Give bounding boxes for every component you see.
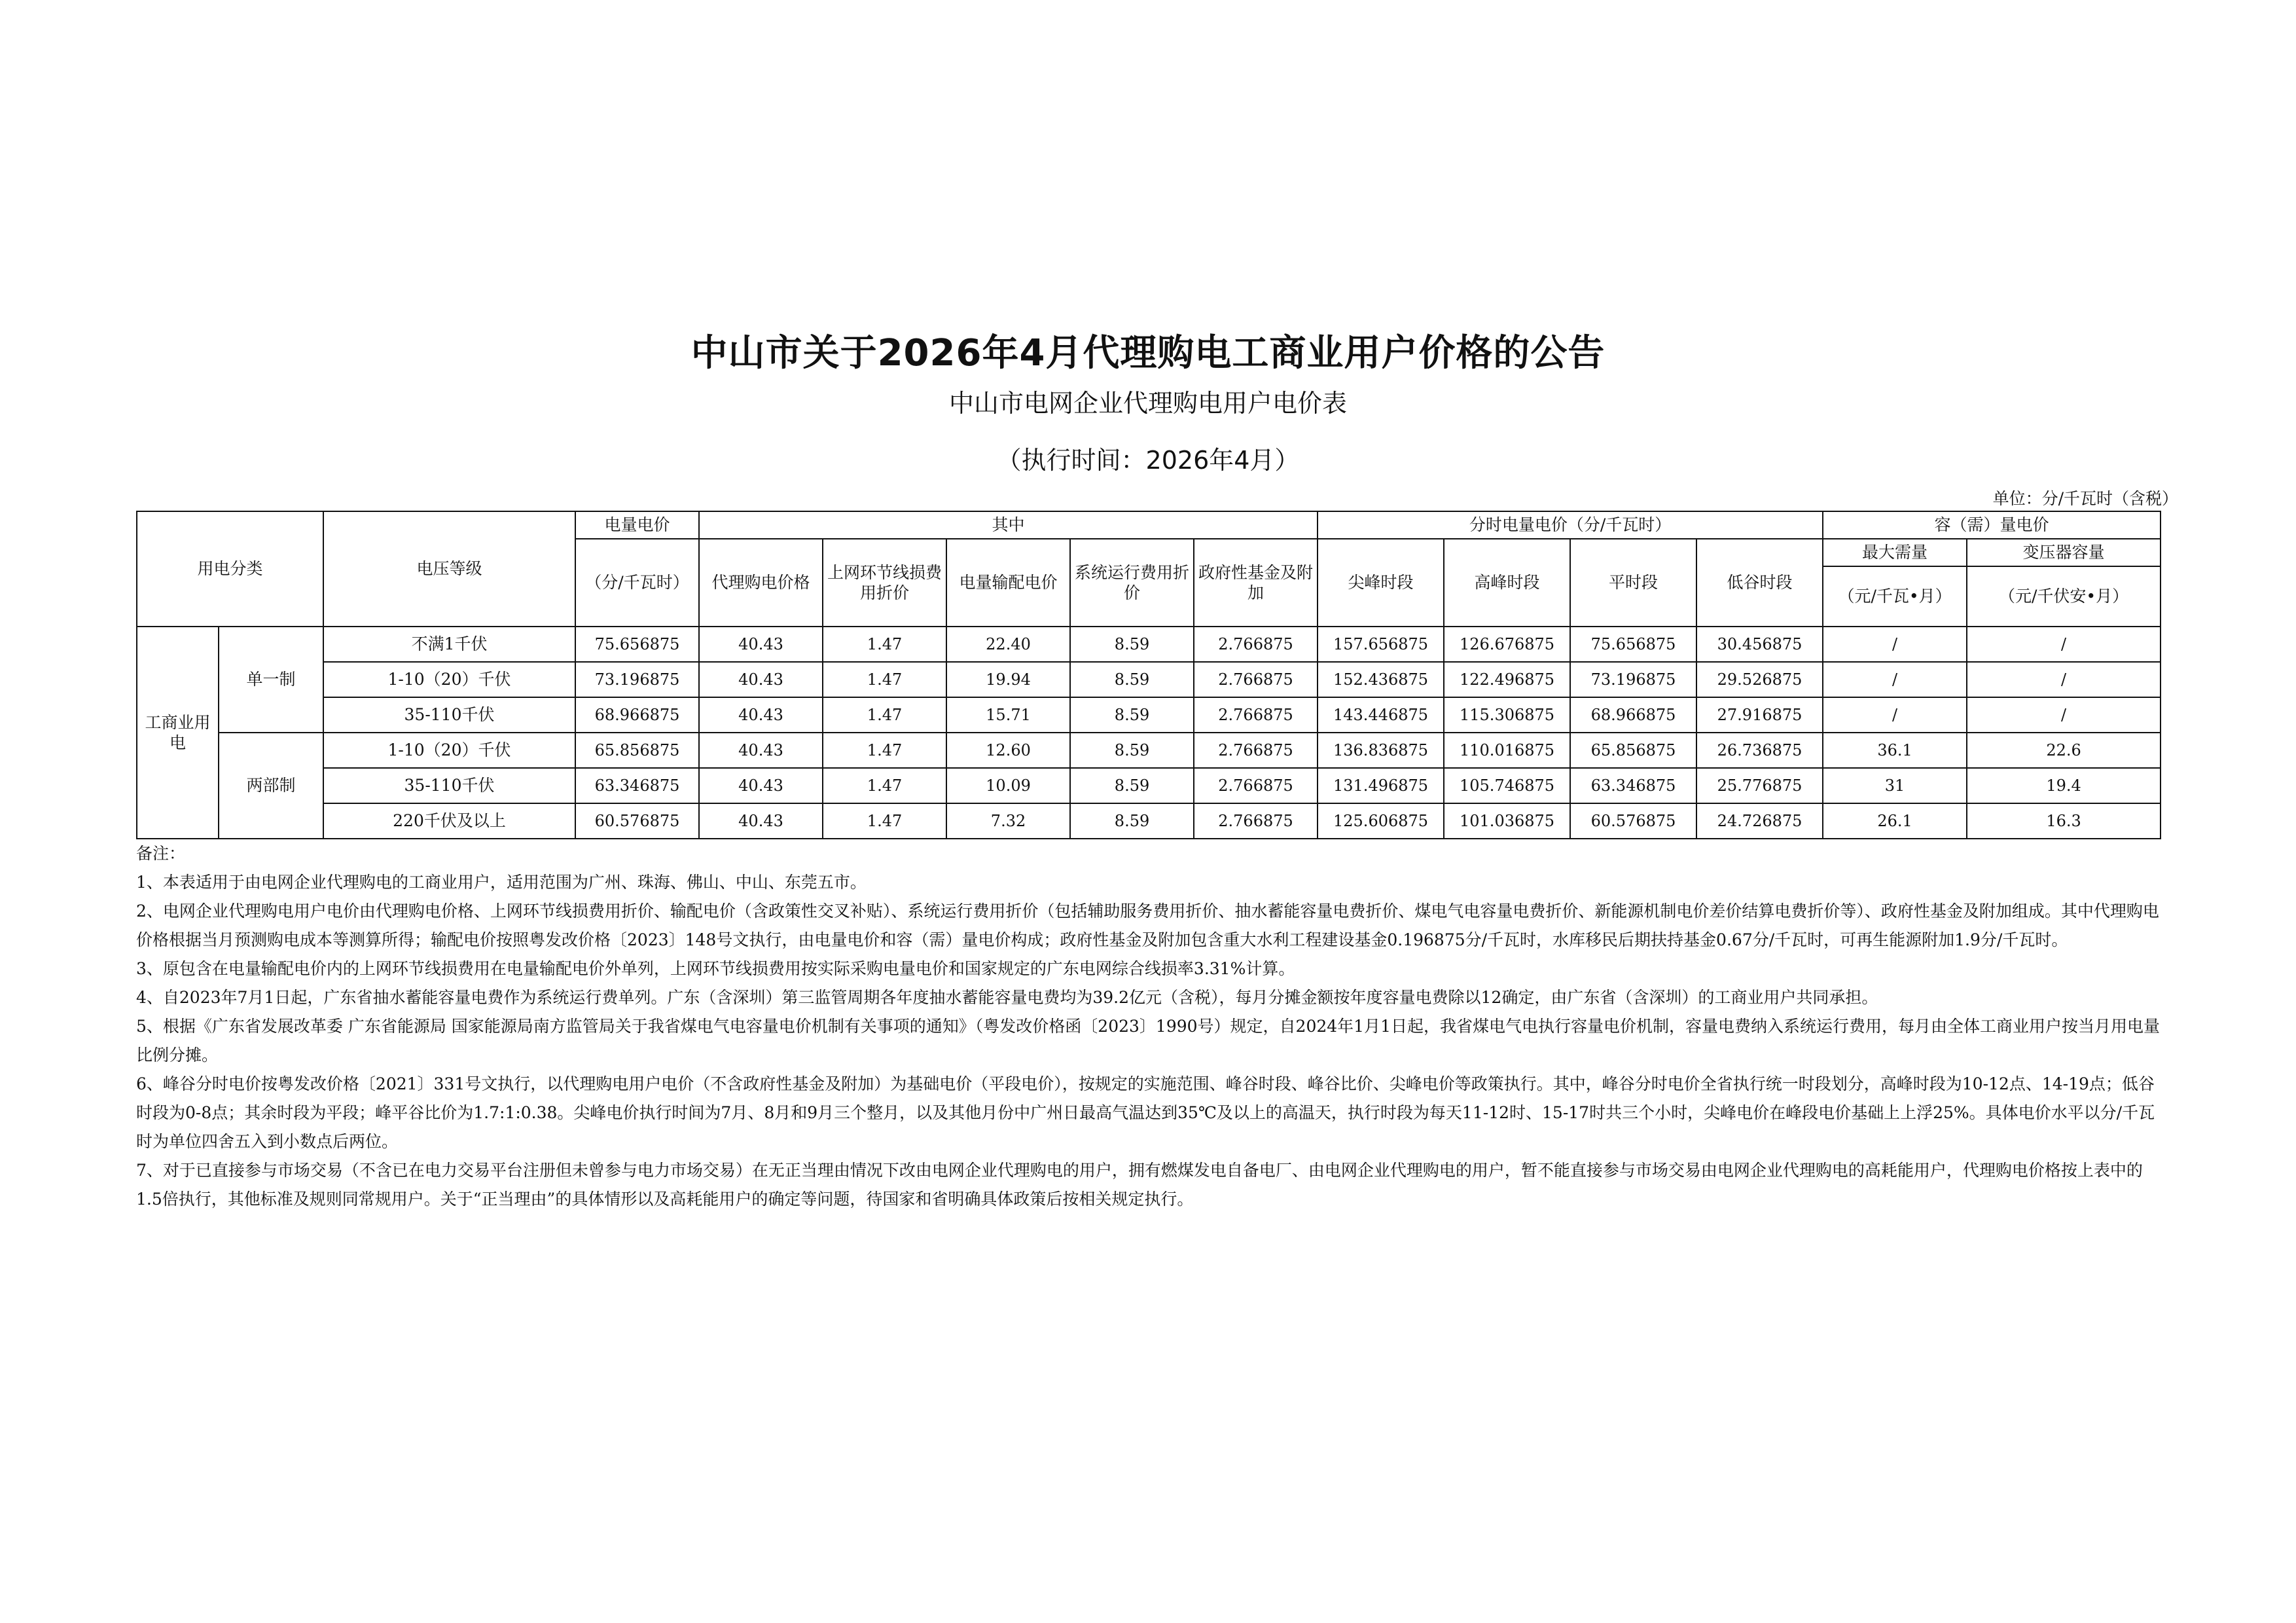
transmission-cell: 22.40 [946,627,1070,662]
header-energy-price-unit: （分/千瓦时） [575,539,699,627]
header-tou: 分时电量电价（分/千瓦时） [1318,511,1823,539]
note-item: 5、根据《广东省发展改革委 广东省能源局 国家能源局南方监管局关于我省煤电气电容量电价机制有关事项的通知》（粤发改价格函〔2023〕1990号）规定，自2024年1月1日起，我省煤电气电执行容量电价机制，容量电费纳入系统运行费用，每月由全体工商业用户按当月用电量比例分摊。 [136,1017,2160,1065]
gov-fund-cell: 2.766875 [1194,733,1318,768]
note-item: 4、自2023年7月1日起，广东省抽水蓄能容量电费作为系统运行费单列。广东（含深圳）第三监管周期各年度抽水蓄能容量电费均为39.2亿元（含税），每月分摊金额按年度容量电费除以12确定，由广东省（含深圳）的工商业用户共同承担。 [136,988,1878,1007]
max-demand-cell: / [1823,697,1967,733]
gov-fund-cell: 2.766875 [1194,697,1318,733]
header-peak: 高峰时段 [1444,539,1570,627]
system-cell: 8.59 [1070,733,1194,768]
gov-fund-cell: 2.766875 [1194,768,1318,803]
table-row [137,768,2161,803]
loss-cell: 1.47 [823,662,946,697]
table-row [137,697,2161,733]
transmission-cell: 10.09 [946,768,1070,803]
purchase-price-cell: 40.43 [699,627,823,662]
two-part-tariff-label: 两部制 [219,733,323,839]
sharp-peak-cell: 136.836875 [1318,733,1444,768]
valley-cell: 25.776875 [1696,768,1823,803]
header-transformer: 变压器容量 [1967,539,2161,566]
valley-cell: 27.916875 [1696,697,1823,733]
system-cell: 8.59 [1070,627,1194,662]
energy-price-cell: 75.656875 [575,627,699,662]
transformer-cell: / [1967,697,2161,733]
note-item: 2、电网企业代理购电用户电价由代理购电价格、上网环节线损费用折价、输配电价（含政策性交叉补贴）、系统运行费用折价（包括辅助服务费用折价、抽水蓄能容量电费折价、煤电气电容量电费折价、新能源机制电价差价结算电费折价等）、政府性基金及附加组成。其中代理购电价格根据当月预测购电成本等测算所得；输配电价按照粤发改价格〔2023〕148号文执行，由电量电价和容（需）量电价构成；政府性基金及附加包含重大水利工程建设基金0.196875分/千瓦时，水库移民后期扶持基金0.67分/千瓦时，可再生能源附加1.9分/千瓦时。 [136,902,2159,949]
max-demand-cell: 31 [1823,768,1967,803]
max-demand-cell: / [1823,662,1967,697]
page-subtitle: 中山市电网企业代理购电用户电价表 [948,389,1347,418]
energy-price-cell: 60.576875 [575,803,699,839]
energy-price-cell: 63.346875 [575,768,699,803]
note-item: 6、峰谷分时电价按粤发改价格〔2021〕331号文执行，以代理购电用户电价（不含政府性基金及附加）为基础电价（平段电价），按规定的实施范围、峰谷时段、峰谷比价、尖峰电价等政策执行。其中，峰谷分时电价全省执行统一时段划分，高峰时段为10-12点、14-19点；低谷时段为0-8点；其余时段为平段；峰平谷比价为1.7:1:0.38。尖峰电价执行时间为7月、8月和9月三个整月，以及其他月份中广州日最高气温达到35℃及以上的高温天，执行时段为每天11-12时、15-17时共三个小时，尖峰电价在峰段电价基础上上浮25%。具体电价水平以分/千瓦时为单位四舍五入到小数点后两位。 [136,1074,2155,1151]
transmission-cell: 15.71 [946,697,1070,733]
header-loss: 上网环节线损费用折价 [823,539,946,627]
table-row [137,733,2161,768]
system-cell: 8.59 [1070,662,1194,697]
max-demand-cell: 26.1 [1823,803,1967,839]
voltage-cell: 220千伏及以上 [323,803,575,839]
valley-cell: 24.726875 [1696,803,1823,839]
flat-cell: 68.966875 [1570,697,1696,733]
sharp-peak-cell: 157.656875 [1318,627,1444,662]
execution-period: （执行时间：2026年4月） [996,446,1300,475]
loss-cell: 1.47 [823,768,946,803]
purchase-price-cell: 40.43 [699,733,823,768]
energy-price-cell: 68.966875 [575,697,699,733]
energy-price-cell: 65.856875 [575,733,699,768]
transmission-cell: 12.60 [946,733,1070,768]
valley-cell: 30.456875 [1696,627,1823,662]
sharp-peak-cell: 131.496875 [1318,768,1444,803]
flat-cell: 75.656875 [1570,627,1696,662]
note-item: 3、原包含在电量输配电价内的上网环节线损费用在电量输配电价外单列，上网环节线损费用按实际采购电量电价和国家规定的广东电网综合线损率3.31%计算。 [136,959,1295,978]
header-valley: 低谷时段 [1696,539,1823,627]
flat-cell: 63.346875 [1570,768,1696,803]
transmission-cell: 19.94 [946,662,1070,697]
valley-cell: 29.526875 [1696,662,1823,697]
header-energy-price: 电量电价 [575,511,699,539]
header-including: 其中 [699,511,1318,539]
header-voltage: 电压等级 [323,511,575,627]
peak-cell: 110.016875 [1444,733,1570,768]
single-tariff-label: 单一制 [219,627,323,733]
table-row [137,627,2161,662]
gov-fund-cell: 2.766875 [1194,627,1318,662]
header-max-demand: 最大需量 [1823,539,1967,566]
voltage-cell: 1-10（20）千伏 [323,733,575,768]
header-transmission: 电量输配电价 [946,539,1070,627]
voltage-cell: 1-10（20）千伏 [323,662,575,697]
header-capacity: 容（需）量电价 [1823,511,2161,539]
purchase-price-cell: 40.43 [699,662,823,697]
notes-section [136,839,2160,1214]
flat-cell: 60.576875 [1570,803,1696,839]
note-item: 7、对于已直接参与市场交易（不含已在电力交易平台注册但未曾参与电力市场交易）在无正当理由情况下改由电网企业代理购电的用户，拥有燃煤发电自备电厂、由电网企业代理购电的用户，暂不能直接参与市场交易由电网企业代理购电的高耗能用户，代理购电价格按上表中的1.5倍执行，其他标准及规则同常规用户。关于“正当理由”的具体情形以及高耗能用户的确定等问题，待国家和省明确具体政策后按相关规定执行。 [136,1161,2143,1209]
note-item: 1、本表适用于由电网企业代理购电的工商业用户，适用范围为广州、珠海、佛山、中山、东莞五市。 [136,873,867,892]
header-transformer-unit: （元/千伏安•月） [1967,566,2161,627]
energy-price-cell: 73.196875 [575,662,699,697]
transformer-cell: 16.3 [1967,803,2161,839]
peak-cell: 122.496875 [1444,662,1570,697]
peak-cell: 115.306875 [1444,697,1570,733]
header-category: 用电分类 [137,511,323,627]
valley-cell: 26.736875 [1696,733,1823,768]
loss-cell: 1.47 [823,803,946,839]
transformer-cell: 19.4 [1967,768,2161,803]
tariff-table [136,511,2161,839]
voltage-cell: 35-110千伏 [323,768,575,803]
system-cell: 8.59 [1070,697,1194,733]
transformer-cell: / [1967,662,2161,697]
gov-fund-cell: 2.766875 [1194,803,1318,839]
sharp-peak-cell: 152.436875 [1318,662,1444,697]
max-demand-cell: / [1823,627,1967,662]
system-cell: 8.59 [1070,803,1194,839]
max-demand-cell: 36.1 [1823,733,1967,768]
transformer-cell: 22.6 [1967,733,2161,768]
peak-cell: 101.036875 [1444,803,1570,839]
purchase-price-cell: 40.43 [699,768,823,803]
sharp-peak-cell: 143.446875 [1318,697,1444,733]
voltage-cell: 35-110千伏 [323,697,575,733]
system-cell: 8.59 [1070,768,1194,803]
group-label: 工商业用电 [137,627,219,839]
peak-cell: 126.676875 [1444,627,1570,662]
page-title: 中山市关于2026年4月代理购电工商业用户价格的公告 [691,332,1605,374]
table-row [137,803,2161,839]
voltage-cell: 不满1千伏 [323,627,575,662]
purchase-price-cell: 40.43 [699,697,823,733]
header-purchase: 代理购电价格 [699,539,823,627]
header-gov-fund: 政府性基金及附加 [1194,539,1318,627]
peak-cell: 105.746875 [1444,768,1570,803]
loss-cell: 1.47 [823,697,946,733]
header-peak-sharp: 尖峰时段 [1318,539,1444,627]
loss-cell: 1.47 [823,627,946,662]
header-system: 系统运行费用折价 [1070,539,1194,627]
purchase-price-cell: 40.43 [699,803,823,839]
transformer-cell: / [1967,627,2161,662]
notes-heading: 备注： [136,844,186,863]
gov-fund-cell: 2.766875 [1194,662,1318,697]
unit-label: 单位：分/千瓦时（含税） [1992,489,2178,508]
flat-cell: 73.196875 [1570,662,1696,697]
header-max-demand-unit: （元/千瓦•月） [1823,566,1967,627]
loss-cell: 1.47 [823,733,946,768]
transmission-cell: 7.32 [946,803,1070,839]
table-row [137,662,2161,697]
sharp-peak-cell: 125.606875 [1318,803,1444,839]
flat-cell: 65.856875 [1570,733,1696,768]
header-flat: 平时段 [1570,539,1696,627]
